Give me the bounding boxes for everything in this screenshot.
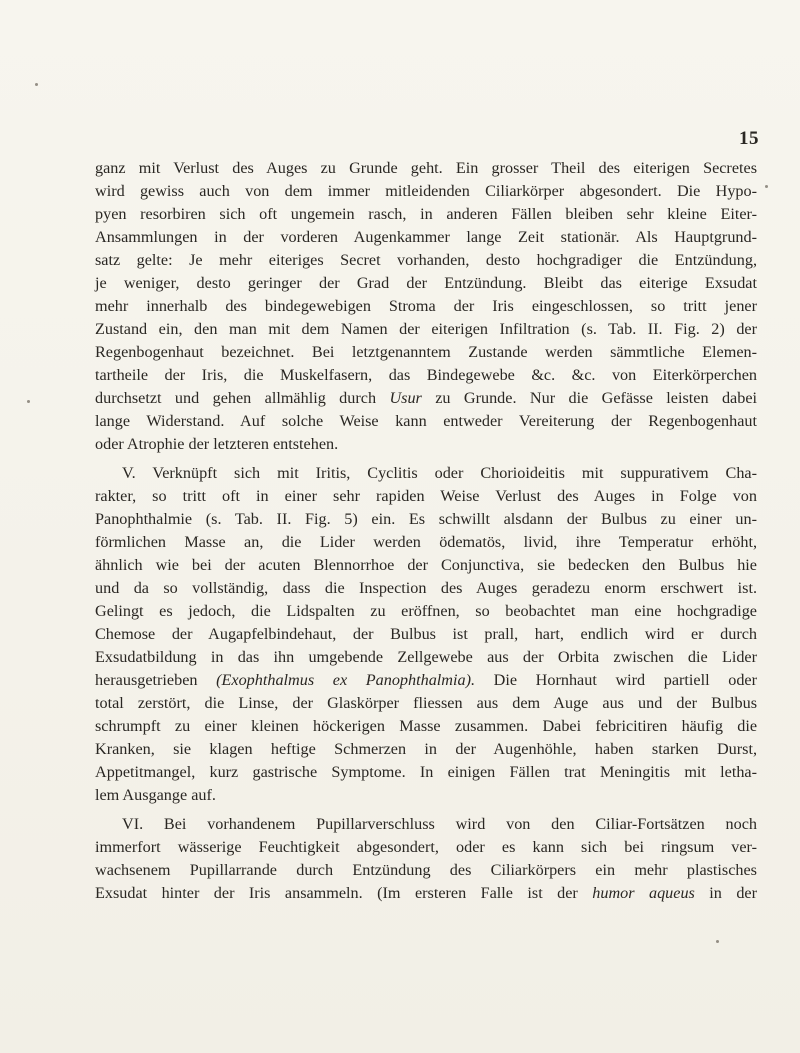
paragraph-1 <box>95 157 757 456</box>
text-line: Kranken, sie klagen heftige Schmerzen in der Augenhöhle, haben starken Durst, <box>95 740 757 758</box>
paper-speck <box>716 940 719 943</box>
text-line: ähnlich wie bei der acuten Blennorrhoe der Conjunctiva, sie bedecken den Bulbus hie <box>95 556 757 574</box>
text-line: total zerstört, die Linse, der Glaskörper fliessen aus dem Auge aus und der Bulbus <box>95 694 757 712</box>
text-line: förmlichen Masse an, die Lider werden ödematös, livid, ihre Temperatur erhöht, <box>95 533 757 551</box>
text-run: herausgetrieben <box>95 671 217 689</box>
page-number: 15 <box>739 128 759 149</box>
paper-speck <box>27 400 30 403</box>
text-line: schrumpft zu einer kleinen höckerigen Masse zusammen. Dabei febricitiren häufig die <box>95 717 757 735</box>
text-line: und da so vollständig, dass die Inspection des Auges geradezu enorm erschwert ist. <box>95 579 757 597</box>
text-line: lem Ausgange auf. <box>95 786 216 804</box>
text-run: durchsetzt und gehen allmählig durch <box>95 389 390 407</box>
text-line: immerfort wässerige Feuchtigkeit abgesondert, oder es kann sich bei ringsum ver- <box>95 838 757 856</box>
text-line: Chemose der Augapfelbindehaut, der Bulbus ist prall, hart, endlich wird er durch <box>95 625 757 643</box>
text-line: satz gelte: Je mehr eiteriges Secret vorhanden, desto hochgradiger die Entzündung, <box>95 251 757 269</box>
italic-term: Usur <box>389 389 422 407</box>
text-line <box>95 882 757 905</box>
text-line: wird gewiss auch von dem immer mitleidenden Ciliarkörper abgesondert. Die Hypo- <box>95 182 757 200</box>
text-line: Zustand ein, den man mit dem Namen der eiterigen Infiltration (s. Tab. II. Fig. 2) der <box>95 320 757 338</box>
text-line: Exsudatbildung in das ihn umgebende Zellgewebe aus der Orbita zwischen die Lider <box>95 648 757 666</box>
text-line: Appetitmangel, kurz gastrische Symptome. In einigen Fällen trat Meningitis mit letha- <box>95 763 757 781</box>
text-line: VI. Bei vorhandenem Pupillarverschluss wird von den Ciliar-Fortsätzen noch <box>122 815 757 833</box>
text-line: lange Widerstand. Auf solche Weise kann entweder Vereiterung der Regenbogenhaut <box>95 412 757 430</box>
paper-speck <box>35 83 38 86</box>
paper-speck <box>765 185 768 188</box>
italic-term: (Exophthalmus ex Panophthalmia). <box>216 671 476 689</box>
text-line: Ansammlungen in der vorderen Augenkammer lange Zeit stationär. Als Hauptgrund- <box>95 228 757 246</box>
text-line <box>95 669 757 692</box>
text-line <box>95 387 757 410</box>
text-line: pyen resorbiren sich oft ungemein rasch, in anderen Fällen bleiben sehr kleine Eiter- <box>95 205 757 223</box>
text-line: rakter, so tritt oft in einer sehr rapiden Weise Verlust des Auges in Folge von <box>95 487 757 505</box>
text-line: wachsenem Pupillarrande durch Entzündung des Ciliarkörpers ein mehr plastisches <box>95 861 757 879</box>
text-line: Gelingt es jedoch, die Lidspalten zu eröffnen, so beobachtet man eine hochgradige <box>95 602 757 620</box>
text-line: oder Atrophie der letzteren entstehen. <box>95 435 339 453</box>
text-line: ganz mit Verlust des Auges zu Grunde geht. Ein grosser Theil des eiterigen Secretes <box>95 159 757 177</box>
text-run: in der <box>694 884 757 902</box>
body-text <box>95 157 757 905</box>
text-run: Die Hornhaut wird partiell oder <box>475 671 758 689</box>
text-line: Panophthalmie (s. Tab. II. Fig. 5) ein. Es schwillt alsdann der Bulbus zu einer un- <box>95 510 757 528</box>
paragraph-2 <box>95 462 757 807</box>
text-line: je weniger, desto geringer der Grad der Entzündung. Bleibt das eiterige Exsudat <box>95 274 757 292</box>
text-line: mehr innerhalb des bindegewebigen Stroma der Iris eingeschlossen, so tritt jener <box>95 297 757 315</box>
text-line: V. Verknüpft sich mit Iritis, Cyclitis oder Chorioideitis mit suppurativem Cha- <box>122 464 757 482</box>
text-run: Exsudat hinter der Iris ansammeln. (Im ersteren Falle ist der <box>95 884 593 902</box>
italic-term: humor aqueus <box>592 884 695 902</box>
paragraph-3 <box>95 813 757 905</box>
text-run: zu Grunde. Nur die Gefässe leisten dabei <box>421 389 757 407</box>
text-line: Regenbogenhaut bezeichnet. Bei letztgenanntem Zustande werden sämmtliche Elemen- <box>95 343 757 361</box>
text-line: tartheile der Iris, die Muskelfasern, das Bindegewebe &c. &c. von Eiterkörperchen <box>95 366 757 384</box>
